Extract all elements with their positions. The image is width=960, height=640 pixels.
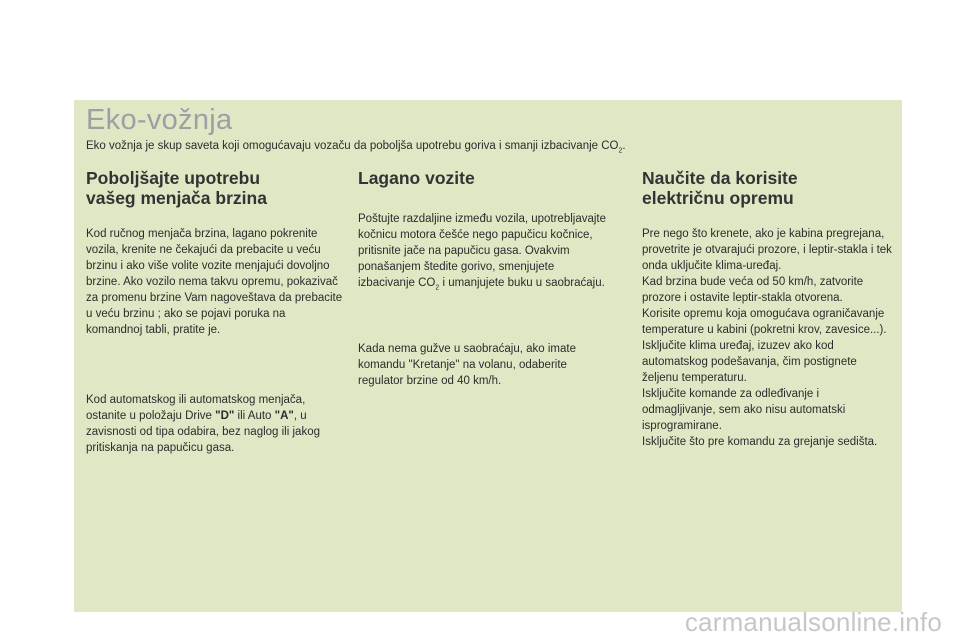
text-run: ili Auto <box>234 410 275 422</box>
paragraph <box>358 211 614 291</box>
intro-end: . <box>622 140 626 152</box>
column-drive-smoothly <box>358 168 620 389</box>
column-heading: Lagano vozite <box>358 168 475 188</box>
intro-body: Eko vožnja je skup saveta koji omogućavaju vozaču da poboljša upotrebu goriva i smanji izbacivanje CO <box>86 140 619 152</box>
paragraph <box>86 392 344 456</box>
paragraph: Isključite klima uređaj, izuzev ako kod automatskog podešavanja, čim postignete željenu temperaturu. <box>642 340 857 384</box>
paragraph: Kod ručnog menjača brzina, lagano pokrenite vozila, krenite ne čekajući da prebacite u veću brzinu i ako više volite vozite menjajući dovoljno brzine. Ako vozilo nema takvu opremu, pokazivač za promenu brzine Vam nagoveštava da prebacite u veću brzinu ; ako se pojavi poruka na komandnoj tabli, pratite je. <box>86 228 343 336</box>
bold-text: "A" <box>274 410 294 422</box>
page-title: Eko-vožnja <box>86 104 233 136</box>
paragraph: Pre nego što krenete, ako je kabina pregrejana, provetrite je otvarajući prozore, i leptir-stakla i tek onda uključite klima-uređaj. <box>642 228 892 272</box>
text-run: i umanjujete buku u saobraćaju. <box>439 277 605 289</box>
text-run: , u zavisnosti od tipa odabira, bez naglog ili jakog pritiskanja na papučicu gasa. <box>86 410 320 454</box>
column-gearbox <box>86 168 348 456</box>
column-heading <box>86 168 348 208</box>
paragraph: Isključite komande za odleđivanje i odmagljivanje, sem ako nisu automatski isprogramirane. <box>642 388 846 432</box>
paragraph: Isključite što pre komandu za grejanje sedišta. <box>642 436 878 448</box>
subscript: 2 <box>435 284 440 292</box>
column-heading <box>642 168 904 208</box>
heading-line: Poboljšajte upotrebu <box>86 168 261 188</box>
text-run: Poštujte razdaljine između vozila, upotrebljavajte kočnicu motora češće nego papučicu kočnice, pritisnite jače na papučicu gasa. Ovakvim ponašanjem štedite gorivo, smenjujete izbacivanje CO <box>358 213 607 289</box>
heading-line: vašeg menjača brzina <box>86 188 267 208</box>
paragraph: Kada nema gužve u saobraćaju, ako imate komandu "Kretanje" na volanu, odaberite regulator brzine od 40 km/h. <box>358 343 576 387</box>
watermark: carmanualsonline.info <box>684 607 942 637</box>
bold-text: "D" <box>215 410 235 422</box>
text-run: Kod automatskog ili automatskog menjača, ostanite u položaju Drive <box>86 394 306 422</box>
heading-line: Naučite da korisite <box>642 168 798 188</box>
column-electrical-equipment <box>642 168 904 450</box>
intro-subscript: 2 <box>618 147 623 155</box>
paragraph: Korisite opremu koja omogućava ograničavanje temperature u kabini (pokretni krov, zavesice...). <box>642 308 887 336</box>
intro-text <box>86 140 626 154</box>
paragraph: Kad brzina bude veća od 50 km/h, zatvorite prozore i ostavite leptir-stakla otvorena. <box>642 276 864 304</box>
heading-line: električnu opremu <box>642 188 794 208</box>
